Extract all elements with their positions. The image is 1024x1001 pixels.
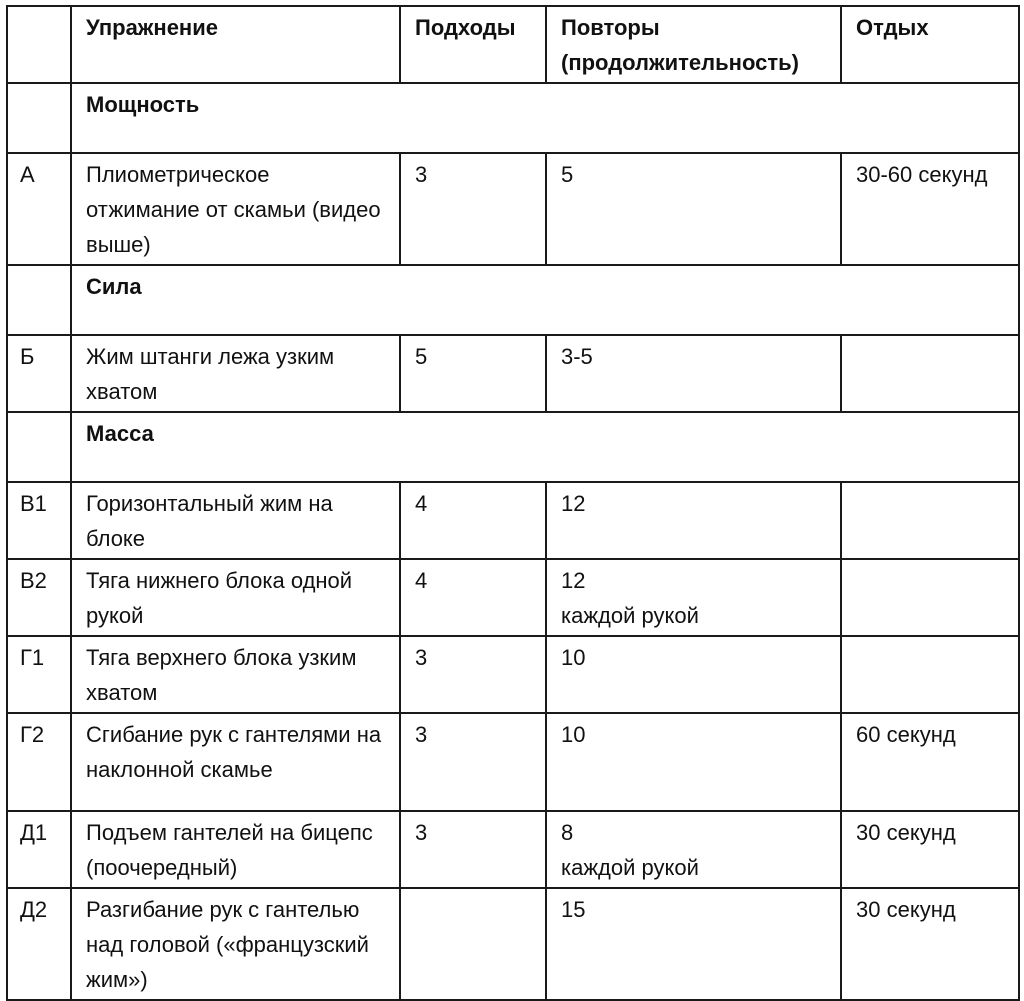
section-title: Мощность — [71, 83, 1019, 153]
header-row — [7, 6, 1019, 83]
row-id: В1 — [7, 482, 71, 559]
row-reps: 8 каждой рукой — [546, 811, 841, 888]
row-rest: 60 секунд — [841, 713, 1019, 811]
row-reps: 10 — [546, 713, 841, 811]
section-title: Сила — [71, 265, 1019, 335]
row-reps: 10 — [546, 636, 841, 713]
row-id: Г1 — [7, 636, 71, 713]
header-reps: Повторы (продолжительность) — [546, 6, 841, 83]
row-id: В2 — [7, 559, 71, 636]
workout-table — [6, 5, 1020, 1001]
header-exercise: Упражнение — [71, 6, 400, 83]
row-exercise: Жим штанги лежа узким хватом — [71, 335, 400, 412]
row-exercise: Плиометрическое отжимание от скамьи (видео выше) — [71, 153, 400, 265]
row-exercise: Разгибание рук с гантелью над головой («французский жим») — [71, 888, 400, 1000]
row-reps: 12 каждой рукой — [546, 559, 841, 636]
header-sets: Подходы — [400, 6, 546, 83]
row-exercise: Тяга нижнего блока одной рукой — [71, 559, 400, 636]
row-rest — [841, 559, 1019, 636]
row-id: Д1 — [7, 811, 71, 888]
row-sets: 5 — [400, 335, 546, 412]
row-exercise: Подъем гантелей на бицепс (поочередный) — [71, 811, 400, 888]
row-rest: 30 секунд — [841, 811, 1019, 888]
row-reps: 15 — [546, 888, 841, 1000]
row-exercise: Сгибание рук с гантелями на наклонной скамье — [71, 713, 400, 811]
section-title: Масса — [71, 412, 1019, 482]
row-rest — [841, 482, 1019, 559]
table-row — [7, 335, 1019, 412]
table-row — [7, 713, 1019, 811]
row-reps: 3-5 — [546, 335, 841, 412]
table-row — [7, 636, 1019, 713]
header-rest: Отдых — [841, 6, 1019, 83]
table-row — [7, 811, 1019, 888]
section-row-power — [7, 83, 1019, 153]
row-exercise: Горизонтальный жим на блоке — [71, 482, 400, 559]
row-sets: 3 — [400, 153, 546, 265]
row-rest — [841, 335, 1019, 412]
row-sets: 4 — [400, 559, 546, 636]
row-exercise: Тяга верхнего блока узким хватом — [71, 636, 400, 713]
row-sets — [400, 888, 546, 1000]
table-row — [7, 153, 1019, 265]
table-row — [7, 888, 1019, 1000]
table-row — [7, 482, 1019, 559]
row-rest: 30 секунд — [841, 888, 1019, 1000]
table-row — [7, 559, 1019, 636]
row-sets: 4 — [400, 482, 546, 559]
row-rest: 30-60 секунд — [841, 153, 1019, 265]
row-rest — [841, 636, 1019, 713]
row-reps: 12 — [546, 482, 841, 559]
row-reps: 5 — [546, 153, 841, 265]
header-id — [7, 6, 71, 83]
row-id: Д2 — [7, 888, 71, 1000]
row-sets: 3 — [400, 811, 546, 888]
section-row-mass — [7, 412, 1019, 482]
section-row-strength — [7, 265, 1019, 335]
row-id: Г2 — [7, 713, 71, 811]
row-id: Б — [7, 335, 71, 412]
row-sets: 3 — [400, 713, 546, 811]
row-sets: 3 — [400, 636, 546, 713]
row-id: А — [7, 153, 71, 265]
